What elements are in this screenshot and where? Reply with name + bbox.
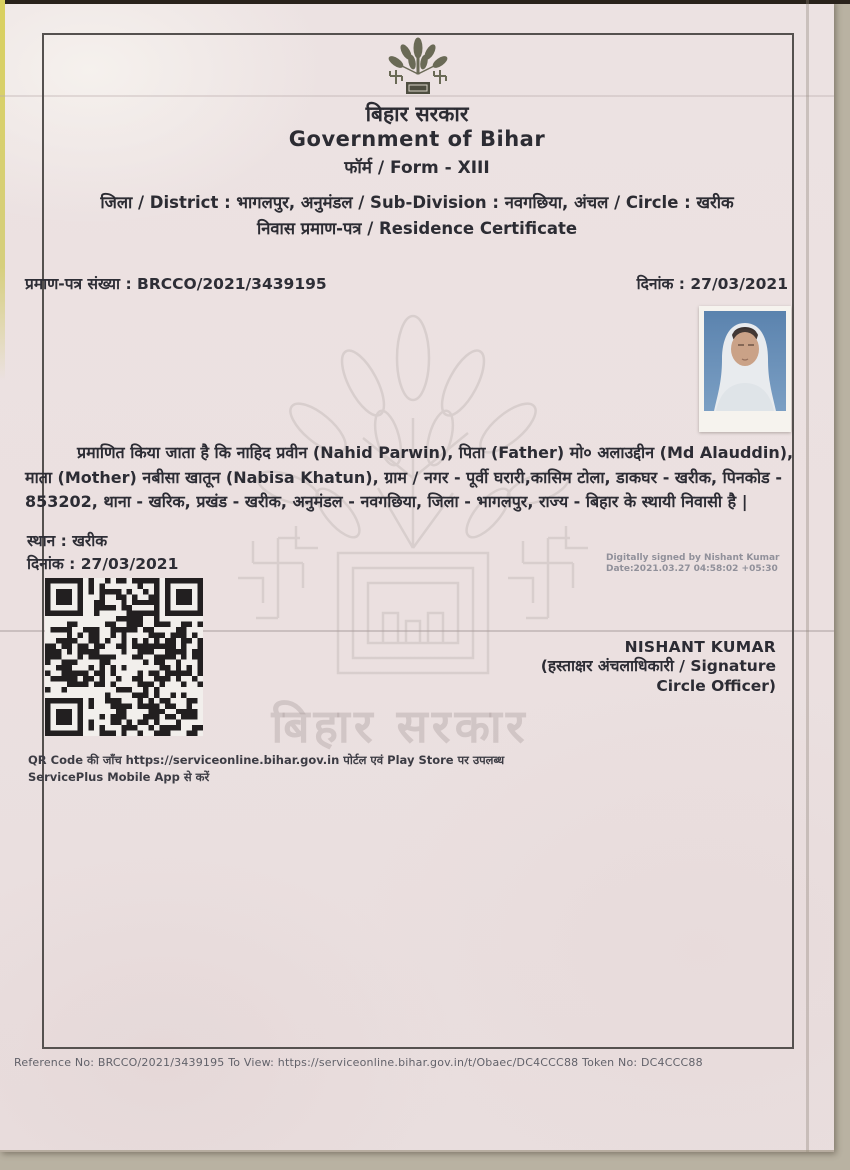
- issue-date: दिनांक : 27/03/2021: [636, 275, 788, 293]
- digital-signature-stamp: [606, 553, 779, 575]
- title-hindi: बिहार सरकार: [365, 102, 469, 126]
- certificate-body-paragraph: प्रमाणित किया जाता है कि नाहिद प्रवीन (Nahid Parwin), पिता (Father) मो० अलाउद्दीन (Md Alauddin), माता (Mother) नबीसा खातून (Nabisa Khatun), ग्राम / नगर - पूर्वी घरारी,कासिम टोला, डाकघर - खरीक, पिनकोड - 853202, थाना - खरिक, प्रखंड - खरीक, अनुमंडल - नवगछिया, जिला - भागलपुर, राज्य - बिहार के स्थायी निवासी है |: [25, 443, 794, 511]
- applicant-photo-image: [704, 311, 786, 411]
- digital-signature-line1: Digitally signed by Nishant Kumar: [606, 553, 780, 563]
- applicant-photo: [699, 306, 791, 432]
- scan-left-edge: [0, 0, 5, 380]
- certificate-border: [42, 33, 794, 1049]
- title-english: Government of Bihar: [288, 127, 546, 151]
- paper-right-crease: [806, 0, 809, 1152]
- footer-reference-line: Reference No: BRCCO/2021/3439195 To View: https://serviceonline.bihar.gov.in/t/Obaec/DC4CCC88 Token No: DC4CCC88: [14, 1056, 703, 1069]
- place-line: स्थान : खरीक: [27, 532, 108, 550]
- qr-verification-note: QR Code की जाँच https://serviceonline.bihar.gov.in पोर्टल एवं Play Store पर उपलब्ध ServicePlus Mobile App से करें: [28, 753, 505, 784]
- qr-code: [45, 578, 203, 736]
- bihar-government-emblem: [372, 36, 464, 106]
- certificate-type-line: निवास प्रमाण-पत्र / Residence Certificate: [256, 219, 578, 238]
- certificate-number: प्रमाण-पत्र संख्या : BRCCO/2021/3439195: [25, 275, 327, 293]
- scan-top-edge: [0, 0, 850, 4]
- officer-signature-block: [514, 638, 776, 696]
- officer-name: NISHANT KUMAR: [624, 638, 776, 656]
- district-subdivision-circle-line: जिला / District : भागलपुर, अनुमंडल / Sub-Division : नवगछिया, अंचल / Circle : खरीक: [100, 193, 734, 212]
- watermark-text: बिहार सरकार: [271, 699, 529, 753]
- digital-signature-line2: Date:2021.03.27 04:58:02 +05:30: [606, 564, 778, 574]
- officer-designation: (हस्ताक्षर अंचलाधिकारी / Signature Circle Officer): [540, 657, 776, 695]
- paper-bottom-edge: [0, 1150, 834, 1152]
- date-line: दिनांक : 27/03/2021: [27, 555, 179, 573]
- form-number-line: फॉर्म / Form - XIII: [344, 158, 490, 178]
